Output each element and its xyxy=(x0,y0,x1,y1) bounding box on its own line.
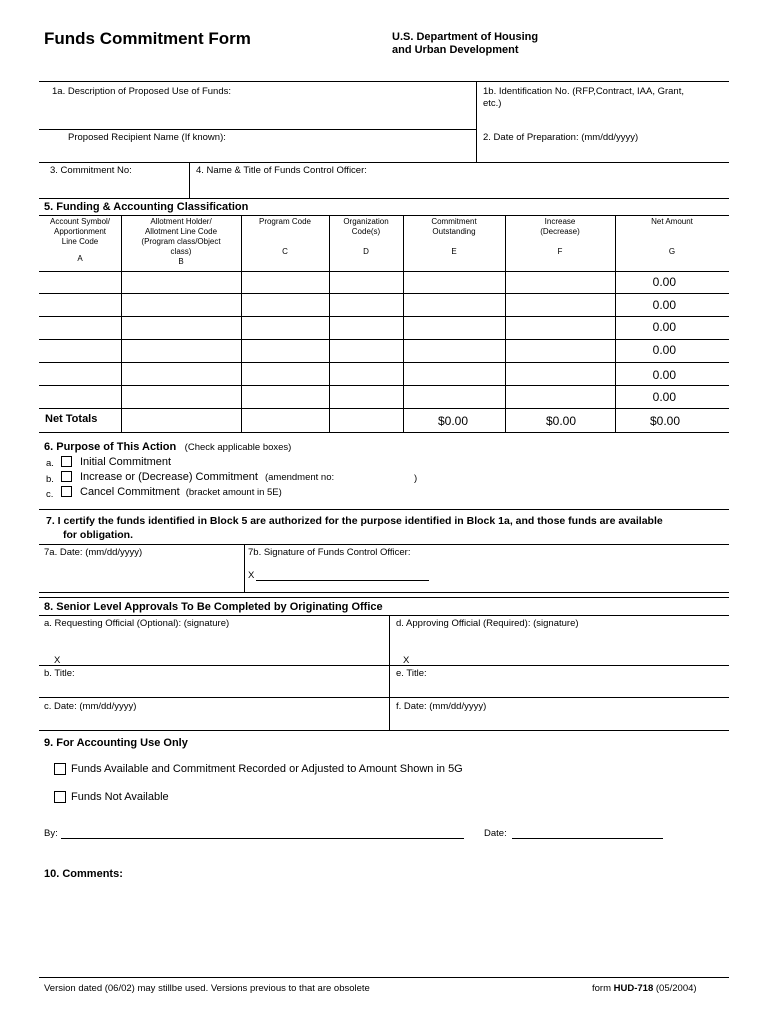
net-amount-row-5[interactable]: 0.00 xyxy=(652,368,676,382)
col-header-g: Net Amount G xyxy=(651,217,693,256)
block8-title: 8. Senior Level Approvals To Be Completed by Originating Office xyxy=(44,601,383,613)
initial-commitment-label: Initial Commitment xyxy=(80,456,172,468)
commitment-no-label: 3. Commitment No: xyxy=(50,165,132,176)
certification-text: 7. I certify the funds identified in Block 5 are authorized for the purpose identified in Block 1a, and those funds are available xyxy=(46,515,663,527)
date-c-label: c. Date: (mm/dd/yyyy) xyxy=(44,701,137,712)
description-field[interactable] xyxy=(40,110,474,128)
net-totals-label: Net Totals xyxy=(45,413,98,425)
by-label: By: xyxy=(44,828,58,839)
net-amount-row-2[interactable]: 0.00 xyxy=(652,298,676,312)
requesting-official-label: a. Requesting Official (Optional): (signature) xyxy=(44,618,230,629)
version-note: Version dated (06/02) may stillbe used. Versions previous to that are obsolete xyxy=(44,983,370,994)
approving-official-label: d. Approving Official (Required): (signature) xyxy=(396,618,579,629)
agency-name-line2: and Urban Development xyxy=(392,44,519,56)
cancel-commitment-checkbox[interactable] xyxy=(61,486,72,497)
recipient-name-label: Proposed Recipient Name (If known): xyxy=(68,132,226,143)
certification-text-cont: for obligation. xyxy=(63,529,133,541)
date-preparation-label: 2. Date of Preparation: (mm/dd/yyyy) xyxy=(483,132,639,143)
total-commitment-outstanding: $0.00 xyxy=(437,414,468,428)
accounting-date-label: Date: xyxy=(484,828,507,839)
description-label: 1a. Description of Proposed Use of Funds: xyxy=(52,86,232,97)
net-amount-row-1[interactable]: 0.00 xyxy=(652,275,676,289)
cancel-commitment-label: Cancel Commitment (bracket amount in 5E) xyxy=(80,486,282,498)
accounting-date-line[interactable] xyxy=(512,838,663,839)
col-header-b: Allotment Holder/ Allotment Line Code (Program class/Object class) B xyxy=(141,217,221,266)
date-preparation-field[interactable] xyxy=(478,145,728,161)
date-f-label: f. Date: (mm/dd/yyyy) xyxy=(396,701,487,712)
option-b-letter: b. xyxy=(46,474,54,485)
form-number: form HUD-718 (05/2004) xyxy=(592,983,697,994)
title-e-label: e. Title: xyxy=(396,668,427,679)
funds-control-officer-field[interactable] xyxy=(191,178,728,196)
col-header-d: Organization Code(s) D xyxy=(343,217,389,256)
funds-control-officer-label: 4. Name & Title of Funds Control Officer: xyxy=(196,165,367,176)
col-header-c: Program Code C xyxy=(258,217,312,256)
date-7a-label: 7a. Date: (mm/dd/yyyy) xyxy=(44,547,143,558)
block6-title: 6. Purpose of This Action (Check applicable boxes) xyxy=(44,441,292,453)
commitment-no-field[interactable] xyxy=(40,178,187,196)
signature-7b-line[interactable] xyxy=(256,580,429,581)
recipient-name-field[interactable] xyxy=(40,145,474,161)
form-title: Funds Commitment Form xyxy=(44,29,251,48)
date-c-field[interactable] xyxy=(40,713,387,729)
identification-no-label-cont: etc.) xyxy=(483,98,502,109)
block10-title: 10. Comments: xyxy=(44,868,123,880)
date-7a-field[interactable] xyxy=(40,560,242,590)
identification-no-label: 1b. Identification No. (RFP,Contract, IAA, Grant, xyxy=(483,86,684,97)
amendment-close-paren: ) xyxy=(414,473,418,484)
date-f-field[interactable] xyxy=(391,713,728,729)
title-b-label: b. Title: xyxy=(44,668,75,679)
requesting-official-x[interactable]: X xyxy=(54,655,61,666)
option-a-letter: a. xyxy=(46,458,54,469)
funds-not-available-checkbox[interactable] xyxy=(54,791,66,803)
increase-decrease-label: Increase or (Decrease) Commitment (amendment no: xyxy=(80,471,335,483)
identification-no-field[interactable] xyxy=(478,110,728,128)
col-header-e: Commitment Outstanding E xyxy=(431,217,477,256)
comments-field[interactable] xyxy=(40,884,728,974)
agency-name-line1: U.S. Department of Housing xyxy=(392,31,539,43)
signature-7b-x: X xyxy=(248,570,255,581)
block5-title: 5. Funding & Accounting Classification xyxy=(44,201,249,213)
col-header-a: Account Symbol/ Apportionment Line Code A xyxy=(49,217,111,263)
title-e-field[interactable] xyxy=(391,680,728,696)
increase-decrease-checkbox[interactable] xyxy=(61,471,72,482)
funds-available-label: Funds Available and Commitment Recorded or Adjusted to Amount Shown in 5G xyxy=(71,763,463,775)
approving-official-x[interactable]: X xyxy=(403,655,410,666)
funds-available-checkbox[interactable] xyxy=(54,763,66,775)
by-signature-line[interactable] xyxy=(61,838,464,839)
net-amount-row-6[interactable]: 0.00 xyxy=(652,390,676,404)
col-header-f: Increase (Decrease) F xyxy=(540,217,580,256)
total-net-amount: $0.00 xyxy=(649,414,680,428)
net-amount-row-3[interactable]: 0.00 xyxy=(652,320,676,334)
title-b-field[interactable] xyxy=(40,680,387,696)
block9-title: 9. For Accounting Use Only xyxy=(44,737,188,749)
option-c-letter: c. xyxy=(46,489,54,500)
total-increase-decrease: $0.00 xyxy=(545,414,576,428)
net-amount-row-4[interactable]: 0.00 xyxy=(652,343,676,357)
signature-7b-label: 7b. Signature of Funds Control Officer: xyxy=(248,547,411,558)
initial-commitment-checkbox[interactable] xyxy=(61,456,72,467)
funds-not-available-label: Funds Not Available xyxy=(71,791,169,803)
